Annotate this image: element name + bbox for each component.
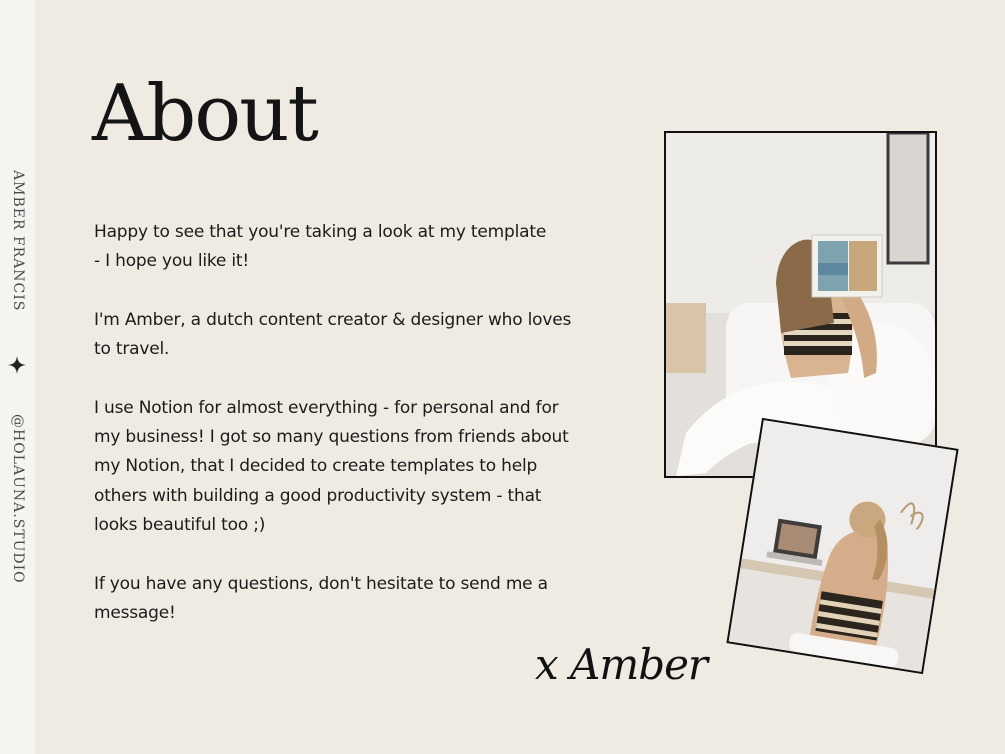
author-name-vertical: AMBER FRANCIS [10, 170, 26, 312]
sparkle-icon [8, 356, 26, 374]
intro-line-1: Happy to see that you're taking a look at my template [94, 222, 547, 242]
notion-line-5: looks beautiful too ;) [94, 514, 266, 535]
bio-line-1: I'm Amber, a dutch content creator & designer who loves [94, 309, 572, 330]
intro-line-2: - I hope you like it! [94, 251, 249, 272]
notion-line-3: my Notion, that I decided to create templates to help [94, 456, 538, 477]
paragraph-bio [94, 306, 639, 365]
notion-line-1: I use Notion for almost everything - for personal and for [94, 397, 559, 418]
bio-line-2: to travel. [94, 339, 170, 360]
notion-line-4: others with building a good productivity system - that [94, 485, 542, 506]
signature: x Amber [535, 640, 708, 689]
contact-line-1: If you have any questions, don't hesitate to send me a [94, 573, 548, 594]
paragraph-contact [94, 570, 639, 629]
paragraph-notion [94, 394, 639, 540]
page-title: About [92, 69, 317, 159]
side-strip [0, 0, 35, 754]
paragraph-intro [94, 218, 639, 277]
notion-line-2: my business! I got so many questions from friends about [94, 427, 569, 448]
photo-working-at-desk [726, 418, 958, 674]
studio-handle-vertical: @HOLAUNA.STUDIO [10, 414, 26, 584]
contact-line-2: message! [94, 602, 176, 623]
about-text [94, 218, 639, 657]
